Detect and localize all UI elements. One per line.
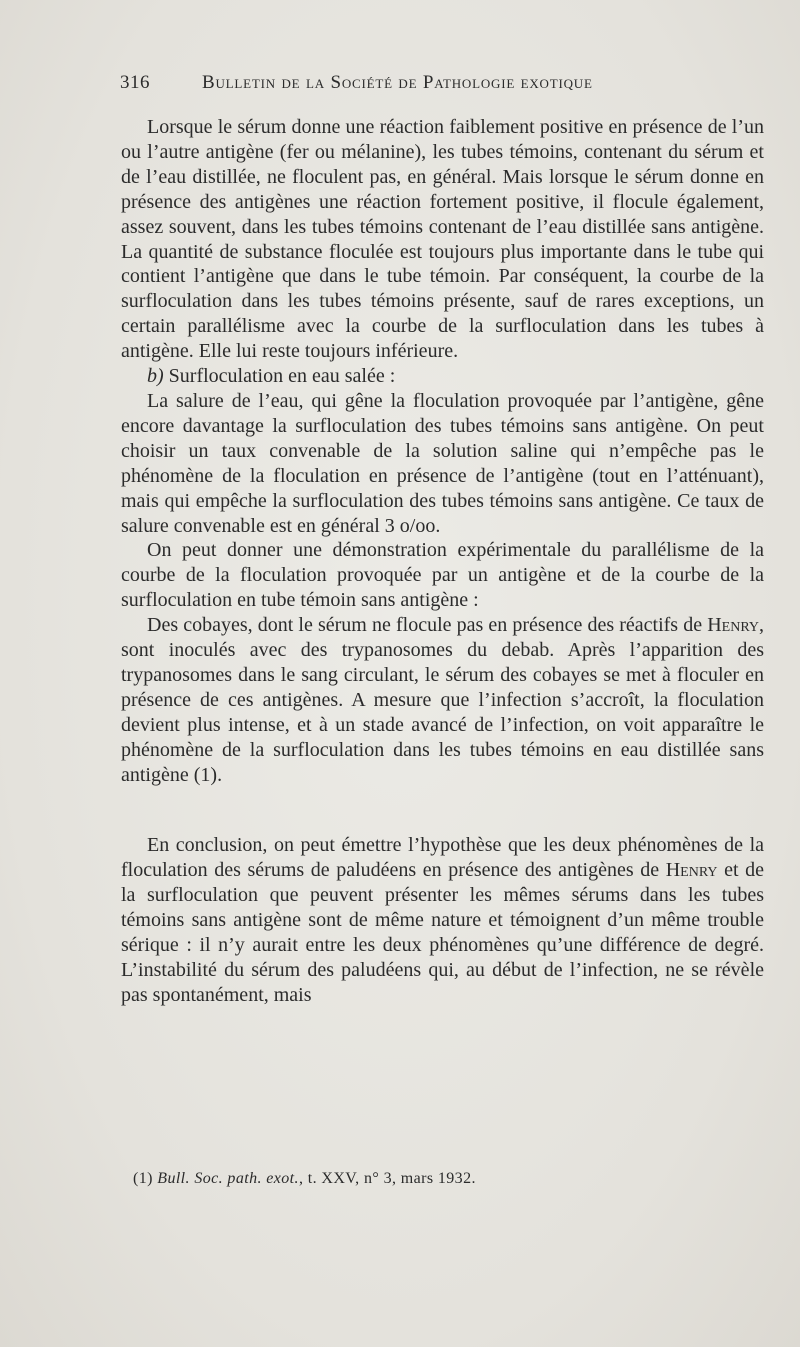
paragraph: La salure de l’eau, qui gêne la floculation provoquée par l’antigène, gêne encore davantage la surfloculation des tubes témoins sans antigène. On peut choisir un taux convenable de la solution saline qui n’empêche pas le phénomène de la floculation en présence de l’antigène (tout en l’atténuant), mais qui empêche la surfloculation des tubes témoins sans antigène. Ce taux de salure convenable est en général 3 o/oo. bbox=[121, 389, 764, 537]
text-run: et de la surfloculation que peuvent présenter les mêmes sérums dans les tubes témoins sans antigène sont de même nature et témoignent d’un même trouble sérique : il n’y aurait entre les deux phénomènes qu’une différence de degré. L’instabilité du sérum des paludéens qui, au début de l’infection, ne se révèle pas spontanément, mais bbox=[121, 859, 765, 1006]
text-run: , sont inoculés avec des trypanosomes du debab. Après l’apparition des trypanosomes dans le sang circulant, le sérum des cobayes se met à floculer en présence de ces antigènes. A mesure que l’infection s’accroît, la floculation devient plus intense, et à un stade avancé de l’infection, on voit apparaître le phénomène de la surfloculation dans les tubes témoins en eau distillée sans antigène (1). bbox=[121, 614, 764, 786]
subsection-heading bbox=[121, 364, 764, 389]
footnote-reference: , t. XXV, n° 3, mars 1932. bbox=[298, 1170, 476, 1187]
text-run: Des cobayes, dont le sérum ne flocule pas en présence des réactifs de bbox=[147, 614, 703, 637]
author-name: Henry bbox=[707, 614, 759, 637]
subsection-label: b) bbox=[147, 365, 164, 388]
subsection-title: Surfloculation en eau salée : bbox=[168, 365, 396, 388]
body-text bbox=[121, 115, 764, 1008]
text-run: En conclusion, on peut émettre l’hypothèse que les deux phénomènes de la floculation des sérums de paludéens en présence des antigènes de bbox=[121, 834, 764, 882]
footnote-marker: (1) bbox=[133, 1170, 153, 1187]
paragraph bbox=[121, 613, 764, 787]
footnote bbox=[133, 1170, 753, 1188]
running-title: Bulletin de la Société de Pathologie exotique bbox=[202, 72, 593, 93]
paragraph: On peut donner une démonstration expérimentale du parallélisme de la courbe de la floculation provoquée par un antigène et de la courbe de la surfloculation en tube témoin sans antigène : bbox=[121, 539, 764, 612]
paragraph: Lorsque le sérum donne une réaction faiblement positive en présence de l’un ou l’autre antigène (fer ou mélanine), les tubes témoins, contenant du sérum et de l’eau distillée, ne floculent pas, en général. Mais lorsque le sérum donne en présence des antigènes une réaction fortement positive, il flocule également, assez souvent, dans les tubes témoins contenant de l’eau distillée sans antigène. La quantité de substance floculée est toujours plus importante dans le tube qui contient l’antigène que dans le tube témoin. Par conséquent, la courbe de la surfloculation dans les tubes témoins présente, sauf de rares exceptions, un certain parallélisme avec la courbe de la surfloculation dans les tubes à antigène. Elle lui reste toujours inférieure. bbox=[121, 116, 764, 363]
author-name: Henry bbox=[665, 859, 718, 882]
paragraph bbox=[121, 833, 764, 1007]
footnote-journal: Bull. Soc. path. exot. bbox=[157, 1170, 299, 1187]
page-number: 316 bbox=[120, 72, 150, 93]
